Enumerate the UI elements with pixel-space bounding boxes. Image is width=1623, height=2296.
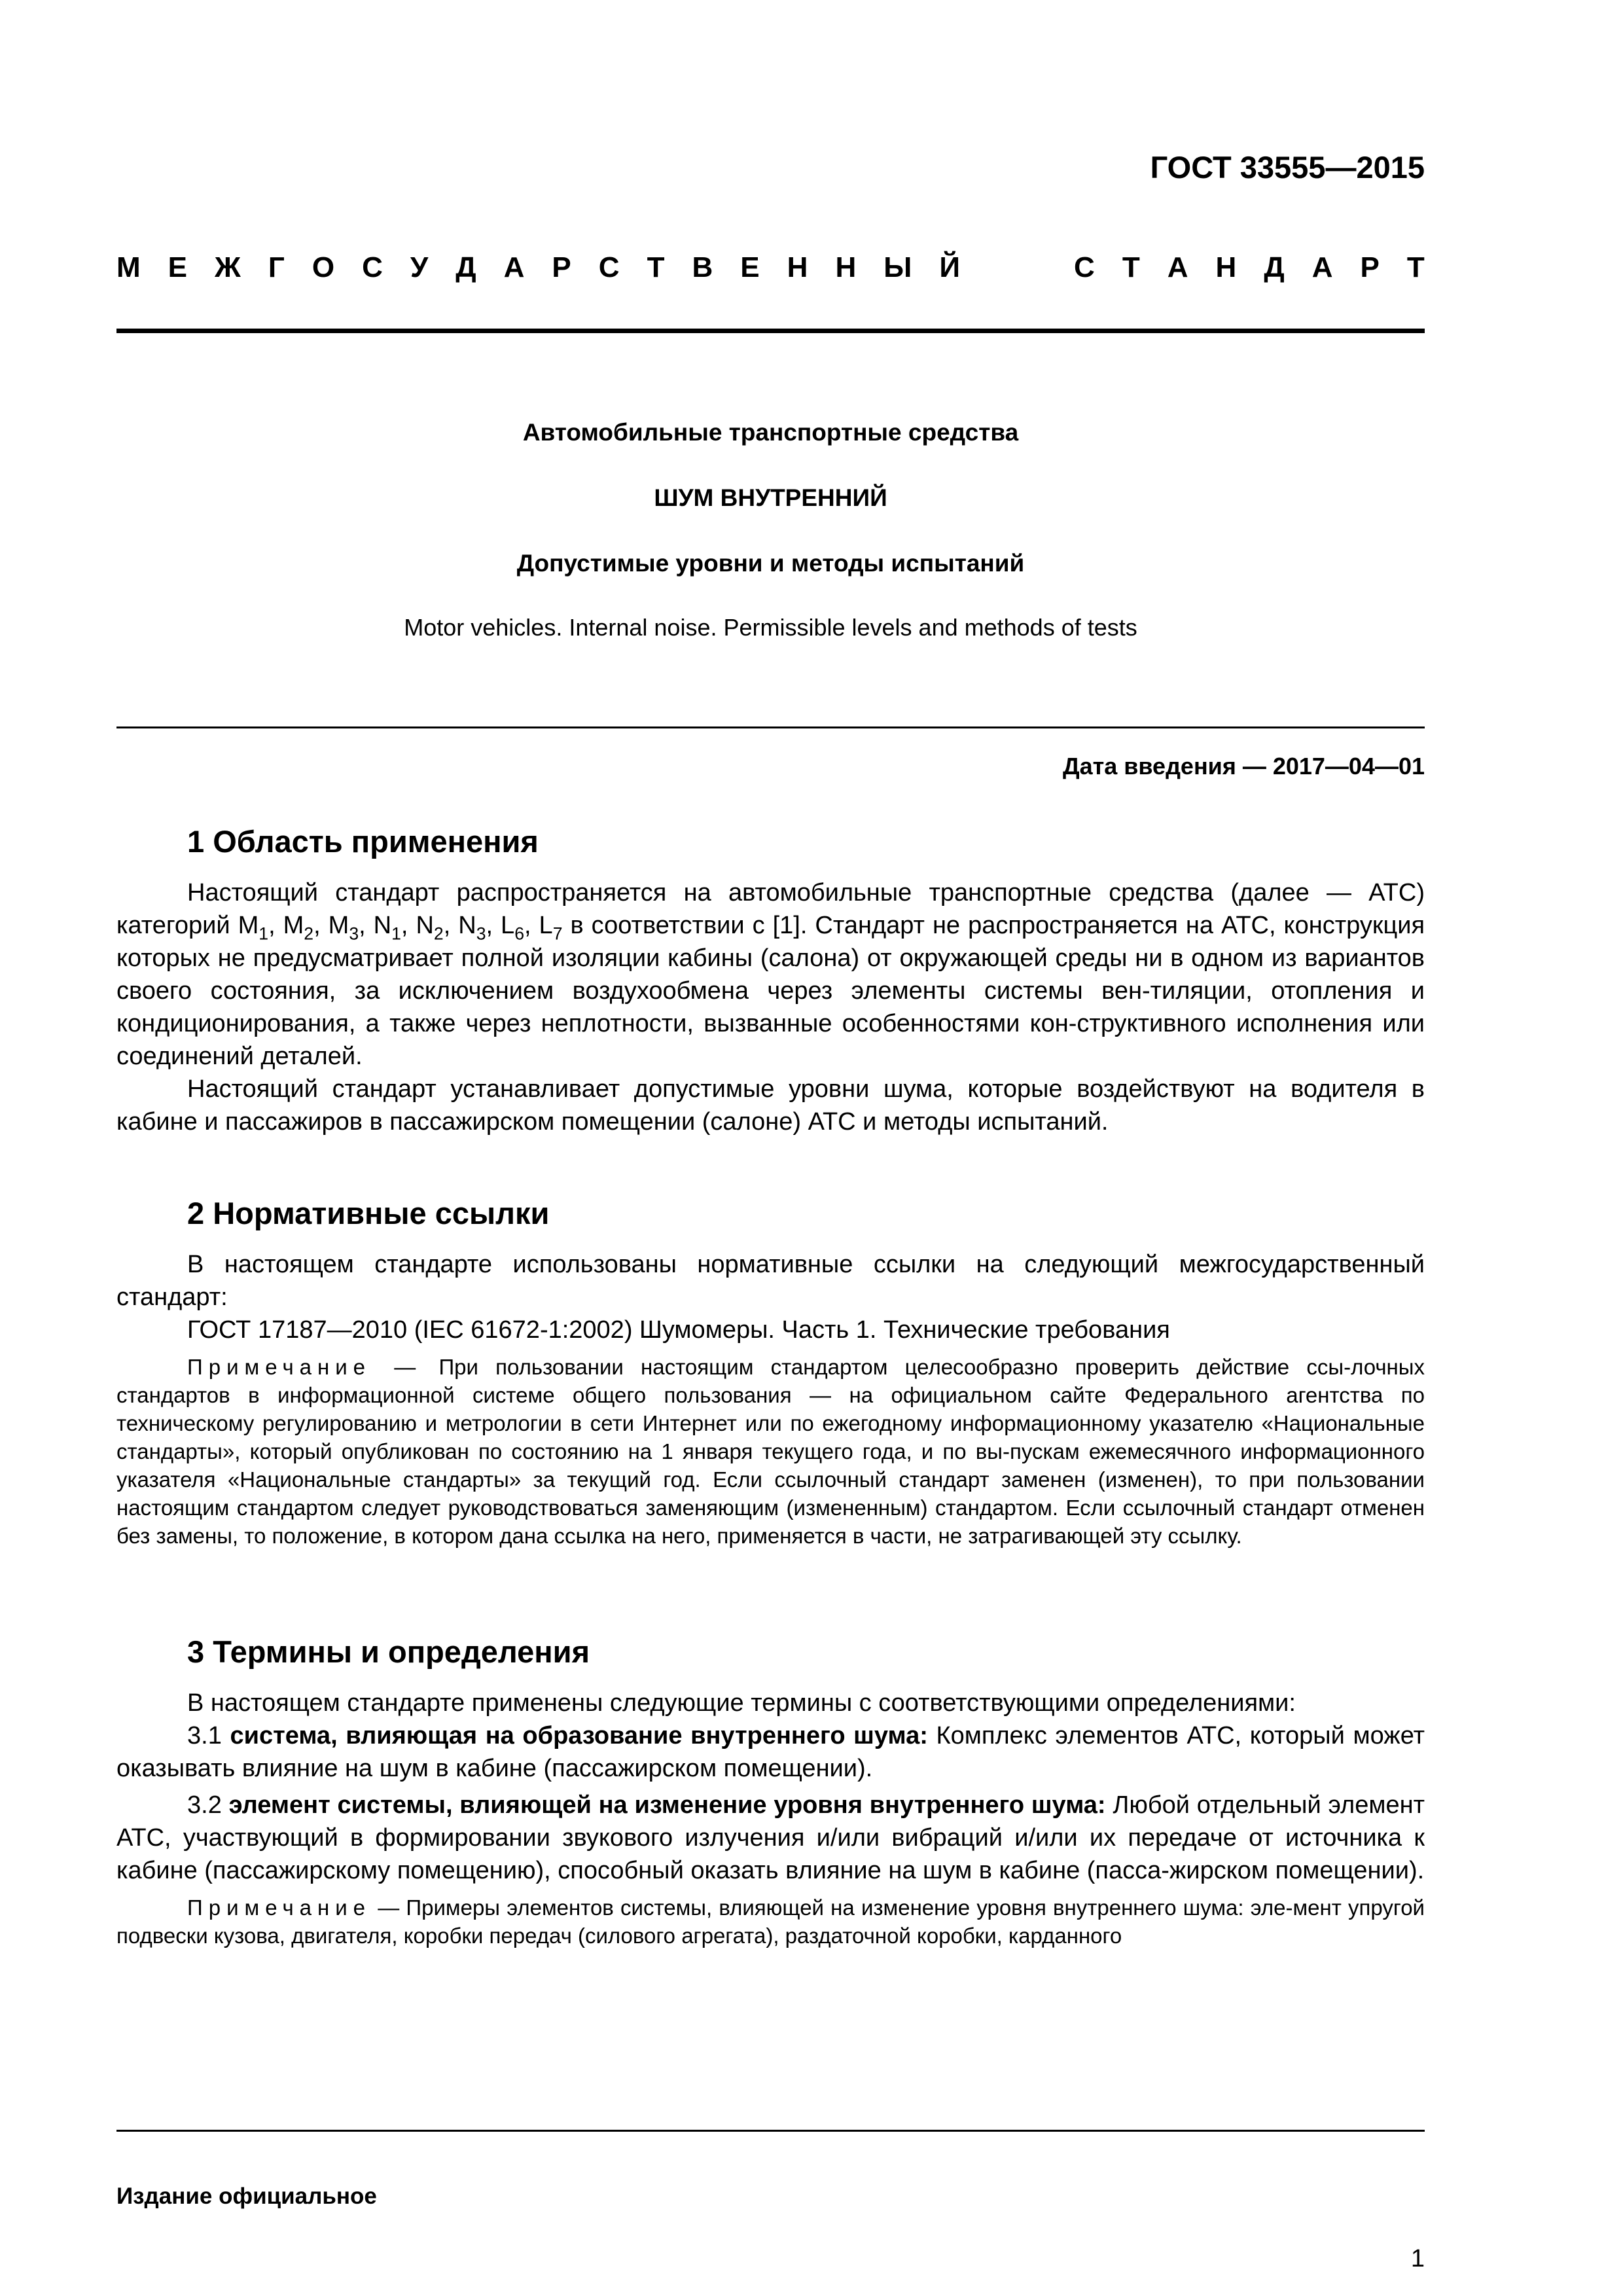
word1-letter: С [598,251,620,283]
word1-letter: В [692,251,713,283]
term-number: 3.2 [187,1791,229,1819]
text-run: , М [313,912,349,939]
subscript: 3 [476,924,486,944]
official-edition-label: Издание официальное [116,2183,377,2209]
word1-letter: Н [835,251,857,283]
word1-letter: Р [552,251,571,283]
introduction-date: Дата введения — 2017—04—01 [1062,753,1425,780]
document-number: ГОСТ 33555—2015 [1150,150,1425,185]
word1-letter: Д [455,251,476,283]
text-run: , М [268,912,304,939]
word1-letter: Ж [215,251,241,283]
section-1-paragraph-1 [116,876,1425,1073]
title-english: Motor vehicles. Internal noise. Permissible levels and methods of tests [404,614,1137,641]
header-rule [116,329,1425,333]
word2-letter: Р [1360,251,1380,283]
section-2-paragraph-1: В настоящем стандарте использованы нормативные ссылки на следующий межгосударственный стандарт: [116,1251,1425,1311]
word2-letter: Т [1406,251,1425,283]
term-definition: Любой отдельный элемент АТС, участвующий в формировании звукового излучения и/или вибраций и/или их передаче от источника к кабине (пассажирскому помещению), способный оказать влияние на шум в кабине (пасса-жирском помещении). [116,1791,1425,1884]
subscript: 6 [514,924,524,944]
section-2-note [116,1353,1425,1550]
word1-letter: А [503,251,525,283]
text-run: , L [524,912,553,939]
section-1 [116,823,1425,1138]
subscript: 2 [433,924,444,944]
word1-letter: Т [647,251,665,283]
word1-letter: У [410,251,429,283]
word1-letter: Н [787,251,808,283]
text-run: Настоящий стандарт распространяется на автомобильные транспортные средства (далее — АТС) категорий М [116,879,1425,939]
section-1-paragraph-2: Настоящий стандарт устанавливает допустимые уровни шума, которые воздействуют на водителя в кабине и пассажиров в пассажирском помещении (салоне) АТС и методы испытаний. [116,1075,1425,1136]
word2-letter: С [1074,251,1095,283]
subscript: 7 [552,924,563,944]
word2-letter: А [1167,251,1188,283]
word2-letter: А [1311,251,1333,283]
term-name: система, влияющая на образование внутреннего шума: [230,1722,928,1749]
word1-letter: Й [939,251,960,283]
note-text: При пользовании настоящим стандартом целесообразно проверить действие ссы-лочных стандартов в информационной системе общего пользования — на официальном сайте Федерального агентства по техническому регулированию и метрологии в сети Интернет или по ежегодному информационному указателю «Национальные стандарты», который опубликован по состоянию на 1 января текущего года, и по вы-пускам ежемесячного информационного указателя «Национальные стандарты» за текущий год. Если ссылочный стандарт заменен (изменен), то при пользовании настоящим стандартом следует руководствоваться заменяющим (измененным) стандартом. Если ссылочный стандарт отменен без замены, то положение, в котором дана ссылка на него, применяется в части, не затрагивающей эту ссылку. [116,1355,1425,1548]
section-3-heading: 3 Термины и определения [187,1634,590,1669]
note-text: — Примеры элементов системы, влияющей на изменение уровня внутреннего шума: эле-мент упругой подвески кузова, двигателя, коробки передач (силового агрегата), раздаточной коробки, карданного [116,1895,1425,1948]
subscript: 2 [304,924,314,944]
note-label: Примечание [187,1895,372,1920]
word1-letter: О [312,251,335,283]
word2-letter: Т [1122,251,1140,283]
word2-letter: Д [1264,251,1285,283]
term-number: 3.1 [187,1722,230,1749]
term-definition: Комплекс элементов АТС, который может оказывать влияние на шум в кабине (пассажирском помещении). [116,1722,1425,1782]
word1-letter: С [362,251,383,283]
standard-type-heading [116,251,1425,284]
word1-letter: Е [740,251,760,283]
title-line-1: Автомобильные транспортные средства [522,419,1019,446]
word1-letter: Ы [883,251,912,283]
section-3-note [116,1893,1425,1950]
section-2 [116,1195,1425,1550]
text-run: , N [359,912,392,939]
term-3-1 [116,1719,1425,1785]
word1-letter: М [116,251,141,283]
word2-letter: Н [1215,251,1237,283]
title-line-2: ШУМ ВНУТРЕННИЙ [654,484,887,511]
page-number: 1 [1410,2245,1425,2272]
section-3 [116,1634,1425,1950]
subscript: 3 [349,924,359,944]
text-run: , N [401,912,434,939]
title-rule [116,726,1425,728]
subscript: 1 [391,924,401,944]
text-run: , L [486,912,515,939]
subscript: 1 [259,924,269,944]
term-3-2 [116,1789,1425,1887]
text-run: , N [443,912,476,939]
section-2-reference: ГОСТ 17187—2010 (IEC 61672-1:2002) Шумомеры. Часть 1. Технические требования [187,1316,1170,1344]
word-gap [988,251,1046,284]
footer-rule [116,2130,1425,2132]
section-2-heading: 2 Нормативные ссылки [187,1196,550,1230]
note-label: Примечание — [187,1355,422,1379]
term-name: элемент системы, влияющей на изменение уровня внутреннего шума: [228,1791,1106,1819]
title-line-3: Допустимые уровни и методы испытаний [516,550,1025,577]
section-3-paragraph-1: В настоящем стандарте применены следующие термины с соответствующими определениями: [187,1689,1296,1717]
section-1-heading: 1 Область применения [187,824,539,859]
word1-letter: Г [268,251,285,283]
text-run: в соответствии с [1]. Стандарт не распространяется на АТС, конструкция которых не предусматривает полной изоляции кабины (салона) от окружающей среды ни в одном из вариантов своего состояния, за исключением воздухообмена через элементы системы вен-тиляции, отопления и кондиционирования, а также через неплотности, вызванные особенностями кон-структивного исполнения или соединений деталей. [116,912,1425,1070]
word1-letter: Е [168,251,188,283]
